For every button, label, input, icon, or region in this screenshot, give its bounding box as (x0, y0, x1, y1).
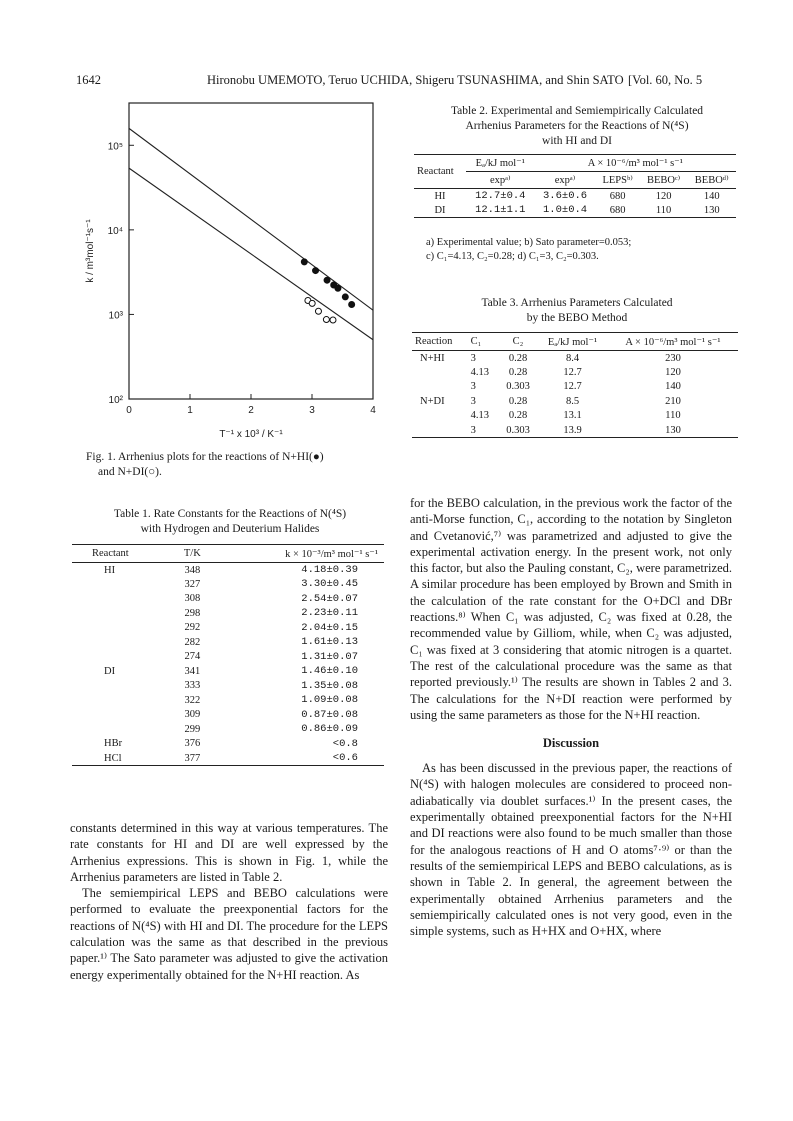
table-2-footnote-line-1: a) Experimental value; b) Sato parameter=0.053; (426, 237, 632, 248)
table-1-row-cell-0 (72, 650, 173, 665)
table-3-title-line-1: Table 3. Arrhenius Parameters Calculated (481, 297, 673, 309)
table-2-row-cell-0: HI (434, 190, 446, 202)
table-3-title-line-2: by the BEBO Method (526, 312, 628, 324)
table-2 (414, 154, 736, 218)
right-column-text (410, 495, 732, 939)
y-tick-label: 10² (108, 395, 123, 406)
table-2-title (412, 104, 742, 149)
data-point-n-di (309, 300, 315, 306)
table-1-row-cell-1: 327 (184, 578, 201, 590)
table-1-row-cell-0 (72, 592, 173, 607)
table-1-row-cell-1: 377 (184, 752, 201, 764)
data-point-n-hi (301, 259, 307, 265)
table-1-row-cell-0 (72, 722, 173, 737)
table-3-row (412, 380, 738, 395)
table-1-row-cell-1: 274 (184, 651, 201, 663)
table-2-title-line-2: Arrhenius Parameters for the Reactions of N(⁴S) (465, 120, 689, 132)
table-1-row (72, 563, 384, 578)
table-3-row-cell-0 (412, 380, 468, 395)
table-3-row-cell-3: 12.7 (563, 381, 582, 393)
data-point-n-di (315, 308, 321, 314)
table-2-subheader-bebo-d: BEBOᵈ⁾ (687, 172, 736, 189)
table-3-header-c1: C₁ (470, 336, 482, 347)
table-2-subheader-exp-ea: expᵃ⁾ (466, 172, 535, 189)
table-2-title-line-3: with HI and DI (542, 135, 612, 147)
table-1-row-cell-0 (72, 679, 173, 694)
table-1-row-cell-2: 1.31±0.07 (301, 650, 358, 663)
table-1-row (72, 679, 384, 694)
table-3 (412, 332, 738, 438)
table-2-header-a: A × 10⁻⁶/m³ mol⁻¹ s⁻¹ (587, 158, 683, 169)
table-1-header-rate: k × 10⁻³/m³ mol⁻¹ s⁻¹ (285, 548, 378, 560)
table-1-row-cell-2: 1.46±0.10 (301, 665, 358, 678)
table-3-row-cell-4: 230 (665, 352, 681, 364)
table-1-row-cell-0 (72, 621, 173, 636)
table-1-row-cell-2: 0.86±0.09 (301, 723, 358, 736)
table-1-row (72, 592, 384, 607)
paragraph-right-2: As has been discussed in the previous paper, the reactions of N(⁴S) with halogen molecules are considered to proceed non-adiabatically via doublet surfaces.¹⁾ In the present cases, the experimentally obtained preexponential factors for the N+HI and DI reactions were also found to be much smaller than those for the analogous reactions of H and O atoms⁷·⁹⁾ or than the results of the semiempirical LEPS and BEBO calculations, as is shown in Table 2. In general, the agreement between the experimentally obtained Arrhenius parameters and the semiempirically calculated ones is not very good, even in the simple systems, such as H+HX and O+HX, where (410, 761, 732, 939)
table-1-row-cell-0 (72, 577, 173, 592)
table-3-row-cell-0: N+HI (420, 352, 445, 364)
table-1-row-cell-0: HBr (104, 738, 123, 750)
table-1-row-cell-1: 333 (184, 680, 201, 692)
table-1-row-cell-1: 341 (184, 665, 201, 677)
table-1-row-cell-0 (72, 708, 173, 723)
table-1-row-cell-1: 292 (184, 622, 201, 634)
table-1-row (72, 577, 384, 592)
table-1-row (72, 693, 384, 708)
table-1-title (70, 507, 390, 537)
table-2-row-cell-0: DI (434, 204, 446, 216)
table-2-header-ea: Eₐ/kJ mol⁻¹ (475, 158, 525, 169)
data-point-n-di (323, 317, 329, 323)
table-1-row-cell-2: 3.30±0.45 (301, 578, 358, 591)
table-3-header-ea: Eₐ/kJ mol⁻¹ (547, 336, 598, 348)
table-1-row-cell-1: 322 (184, 694, 201, 706)
table-3-row-cell-4: 120 (665, 366, 681, 378)
table-1-title-line-1: Table 1. Rate Constants for the Reactions of N(⁴S) (113, 508, 347, 520)
table-1-row-cell-1: 309 (184, 709, 201, 721)
table-3-row-cell-0 (412, 409, 468, 424)
table-1-row-cell-0 (72, 635, 173, 650)
table-2-row (414, 189, 736, 204)
table-1-row-cell-1: 299 (184, 723, 201, 735)
table-1-row-cell-1: 376 (184, 738, 201, 750)
table-2-header-reactant: Reactant (414, 155, 466, 189)
table-1-title-line-2: with Hydrogen and Deuterium Halides (140, 523, 320, 535)
table-1-row (72, 737, 384, 752)
data-point-n-hi (313, 268, 319, 274)
table-3-row-cell-4: 210 (665, 395, 681, 407)
x-axis-label: T⁻¹ x 10³ / K⁻¹ (219, 429, 283, 440)
x-tick-label: 3 (309, 405, 315, 416)
plot-frame (129, 103, 373, 399)
table-1-row-cell-2: 4.18±0.39 (301, 564, 358, 576)
table-3-row-cell-0 (412, 365, 468, 380)
table-1-row-cell-1: 348 (184, 564, 201, 576)
table-1-row-cell-1: 308 (184, 593, 201, 605)
table-2-row-cell-3: 680 (609, 190, 626, 202)
table-1-row (72, 606, 384, 621)
table-3-row-cell-1: 3 (470, 352, 476, 364)
table-1-row (72, 751, 384, 766)
table-3-row-cell-2: 0.28 (508, 395, 528, 407)
table-3-row (412, 394, 738, 409)
table-2-title-line-1: Table 2. Experimental and Semiempirically Calculated (450, 105, 704, 117)
table-3-row-cell-1: 3 (470, 381, 476, 393)
x-tick-label: 4 (370, 405, 376, 416)
table-2-footnote-line-2: c) C₁=4.13, C₂=0.28; d) C₁=3, C₂=0.303. (426, 251, 599, 262)
running-header-authors: Hironobu UMEMOTO, Teruo UCHIDA, Shigeru TSUNASHIMA, and Shin SATO (207, 73, 624, 87)
table-3-row-cell-0: N+DI (420, 395, 445, 407)
section-heading-discussion: Discussion (542, 736, 600, 751)
table-2-row-cell-3: 680 (609, 204, 626, 216)
table-3-header-c2: C₂ (512, 336, 524, 347)
paragraph-right-1: for the BEBO calculation, in the previous work the factor of the anti-Morse function, C₁, according to the notation by Singleton and Cvetanović,⁷⁾ was parametrized and adjusted to give the experimental activation energy. In the present work, not only this factor, but also the Pauling constant, C₂, were parametrized. A similar procedure has been employed by Brown and Smith in the calculation of the rate constant for the O+DCl and DBr reactions.⁸⁾ When C₁ was adjusted, C₂ was fixed at 0.28, the recommended value by Gilliom, while, when C₂ was adjusted, C₁ was fixed at 3 considering that atomic nitrogen is a quartet. The rest of the calculational procedure was the same as that reported previously.¹⁾ The results are shown in Tables 2 and 3. The calculations for the N+DI reaction were performed by using the same parameters as those for the N+HI reaction. (410, 496, 732, 722)
table-1-row-cell-0: HI (104, 564, 116, 576)
table-1 (72, 544, 384, 766)
paragraph-left-2: The semiempirical LEPS and BEBO calculations were performed to evaluate the preexponential factors for the reactions of N(⁴S) with HI and DI. The procedure for the LEPS calculation was the same as that described in the previous paper.¹⁾ The Sato parameter was adjusted to give the activation energy experimentally obtained for the N+HI reaction. As (70, 886, 388, 982)
table-3-row-cell-3: 13.1 (563, 410, 582, 422)
table-1-row (72, 708, 384, 723)
table-2-row-cell-4: 120 (655, 190, 672, 202)
data-point-n-hi (324, 277, 330, 283)
table-2-row-cell-5: 130 (703, 204, 720, 216)
table-1-row-cell-0 (72, 693, 173, 708)
table-1-header-temperature: T/K (183, 548, 201, 559)
table-3-header-a: A × 10⁻⁶/m³ mol⁻¹ s⁻¹ (625, 336, 721, 348)
table-3-row-cell-2: 0.28 (508, 410, 528, 422)
table-3-row-cell-2: 0.303 (506, 424, 530, 436)
table-3-row-cell-3: 8.5 (565, 395, 580, 407)
arrhenius-fit-line (129, 168, 373, 340)
x-tick-label: 1 (187, 405, 193, 416)
table-3-row-cell-4: 140 (665, 381, 681, 393)
table-2-row-cell-2: 3.6±0.6 (542, 190, 588, 202)
table-2-footnotes (426, 236, 746, 264)
table-3-row-cell-4: 130 (665, 424, 681, 436)
table-3-row-cell-2: 0.28 (508, 366, 528, 378)
table-3-row (412, 351, 738, 366)
table-3-row-cell-0 (412, 423, 468, 438)
table-1-row-cell-2: 1.61±0.13 (301, 636, 358, 649)
table-1-header-reactant: Reactant (92, 548, 129, 559)
figure-1-chart (60, 95, 390, 445)
table-1-row (72, 664, 384, 679)
table-1-row-cell-1: 298 (184, 607, 201, 619)
table-2-subheader-bebo-c: BEBOᶜ⁾ (640, 172, 688, 189)
table-3-header-reaction: Reaction (415, 336, 453, 347)
data-point-n-hi (335, 285, 341, 291)
table-3-row (412, 409, 738, 424)
table-3-row (412, 365, 738, 380)
table-1-row-cell-2: 1.09±0.08 (301, 694, 358, 707)
figure-1-caption (86, 450, 386, 480)
y-tick-label: 10⁵ (107, 141, 123, 153)
table-1-row-cell-0 (72, 606, 173, 621)
table-2-row-cell-1: 12.7±0.4 (475, 190, 526, 202)
table-1-row-cell-1: 282 (184, 636, 201, 648)
figure-1-caption-line-1: Fig. 1. Arrhenius plots for the reactions of N+HI(●) (86, 451, 324, 463)
x-tick-label: 2 (248, 405, 254, 416)
table-3-row-cell-1: 3 (470, 395, 476, 407)
table-2-row-cell-4: 110 (655, 204, 672, 216)
paragraph-left-1: constants determined in this way at various temperatures. The rate constants for HI and DI are well expressed by the Arrhenius expressions. This is shown in Fig. 1, while the Arrhenius parameters are listed in Table 2. (70, 821, 388, 884)
table-2-row (414, 203, 736, 218)
table-1-row-cell-2: 1.35±0.08 (301, 679, 358, 692)
table-1-row-cell-2: 0.87±0.08 (301, 708, 358, 721)
table-3-row-cell-3: 13.9 (563, 424, 582, 436)
table-3-row-cell-2: 0.303 (506, 381, 530, 393)
running-header-journal: [Vol. 60, No. 5 (628, 73, 703, 87)
table-1-row-cell-2: <0.6 (332, 752, 358, 764)
table-1-row (72, 650, 384, 665)
y-axis-label: k / m³mol⁻¹s⁻¹ (85, 219, 96, 283)
table-3-row (412, 423, 738, 438)
table-3-row-cell-3: 12.7 (563, 366, 582, 378)
table-3-row-cell-1: 4.13 (470, 366, 490, 378)
y-tick-label: 10³ (108, 310, 123, 322)
table-1-row-cell-0: DI (104, 665, 116, 677)
table-2-row-cell-5: 140 (703, 190, 720, 202)
y-tick-label: 10⁴ (107, 225, 123, 237)
table-1-row (72, 722, 384, 737)
left-column-text (70, 820, 388, 983)
table-1-row-cell-2: <0.8 (332, 737, 358, 750)
data-point-n-di (330, 317, 336, 323)
figure-1-caption-line-2: and N+DI(○). (98, 466, 162, 478)
table-3-row-cell-1: 4.13 (470, 410, 490, 422)
table-2-row-cell-1: 12.1±1.1 (475, 204, 526, 216)
page-number: 1642 (76, 73, 101, 87)
table-3-row-cell-2: 0.28 (508, 352, 528, 364)
table-1-row-cell-2: 2.54±0.07 (301, 592, 358, 605)
table-1-row-cell-0: HCl (104, 752, 122, 764)
table-2-row-cell-2: 1.0±0.4 (542, 204, 588, 216)
table-3-row-cell-3: 8.4 (565, 352, 580, 364)
table-1-row (72, 621, 384, 636)
table-2-subheader-leps: LEPSᵇ⁾ (596, 172, 640, 189)
table-1-row-cell-2: 2.23±0.11 (301, 607, 358, 620)
table-2-subheader-exp-a: expᵃ⁾ (535, 172, 596, 189)
table-3-row-cell-1: 3 (470, 424, 476, 436)
table-3-title (412, 296, 742, 326)
data-point-n-hi (349, 302, 355, 308)
data-point-n-hi (342, 294, 348, 300)
x-tick-label: 0 (126, 405, 132, 416)
table-1-row-cell-2: 2.04±0.15 (301, 621, 358, 634)
table-3-row-cell-4: 110 (665, 410, 681, 422)
table-1-row (72, 635, 384, 650)
